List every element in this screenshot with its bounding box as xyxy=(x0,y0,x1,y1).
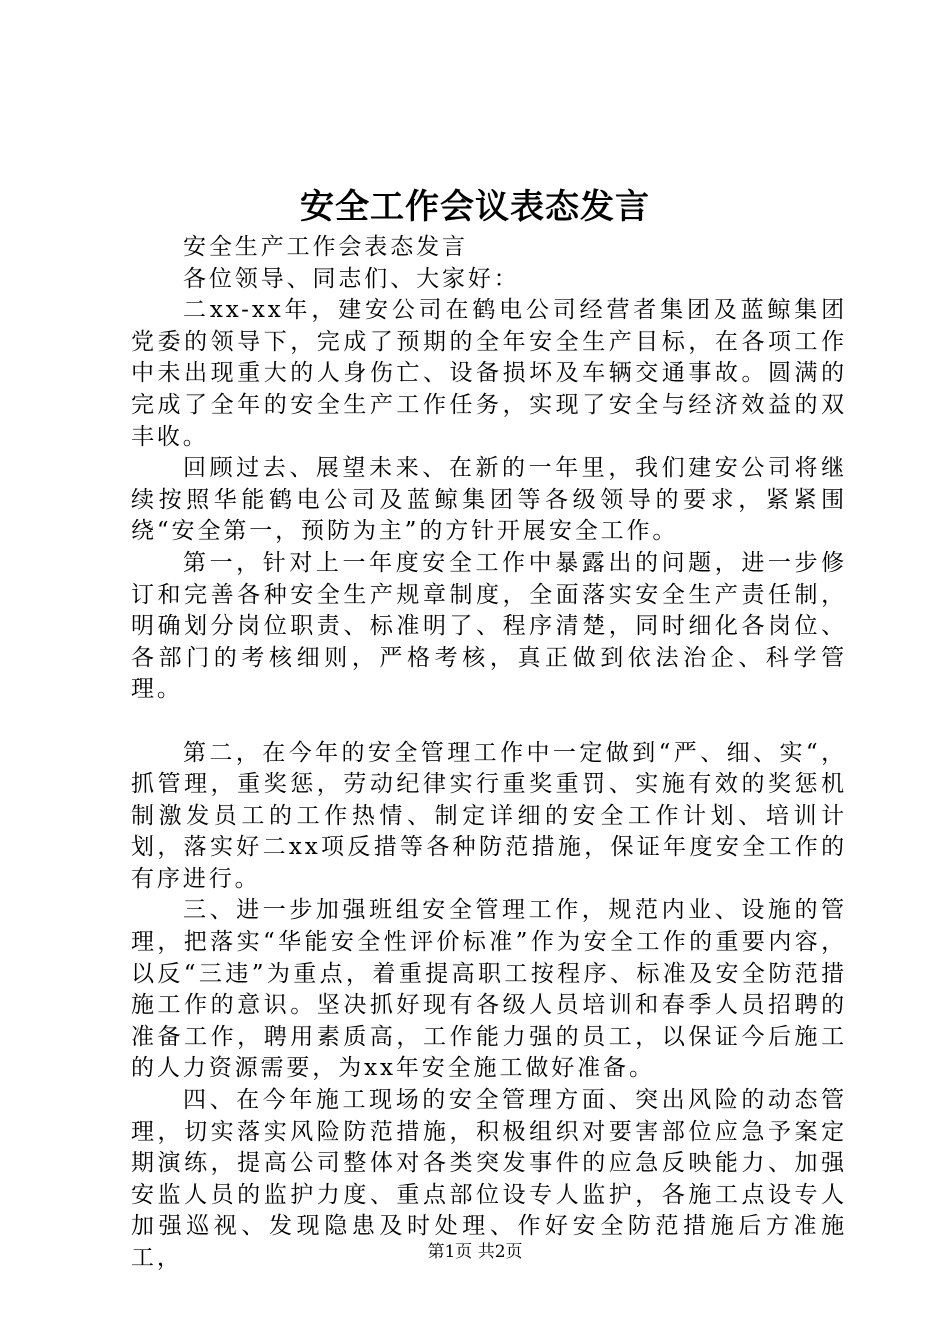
paragraph-greeting: 各位领导、同志们、大家好： xyxy=(183,265,520,292)
paragraph-point-1: 第一，针对上一年度安全工作中暴露出的问题，进一步修订和完善各种安全生产规章制度，全面落实安全生产责任制，明确划分岗位职责、标准明了、程序清楚，同时细化各岗位、各部门的考核细则，严格考核，真正做到依法治企、科学管理。 xyxy=(131,549,847,703)
paragraph-point-2: 第二，在今年的安全管理工作中一定做到“严、细、实“，抓管理，重奖惩，劳动纪律实行重奖重罚、实施有效的奖惩机制激发员工的工作热情、制定详细的安全工作计划、培训计划，落实好二xx项反措等各种防范措施，保证年度安全工作的有序进行。 xyxy=(131,739,847,892)
document-title: 安全工作会议表态发言 xyxy=(300,187,650,227)
paragraph-point-3: 三、进一步加强班组安全管理工作，规范内业、设施的管理，把落实“华能安全性评价标准”作为安全工作的重要内容，以反“三违”为重点，着重提高职工按程序、标准及安全防范措施工作的意识。坚决抓好现有各级人员培训和春季人员招聘的准备工作，聘用素质高，工作能力强的员工，以保证今后施工的人力资源需要，为xx年安全施工做好准备。 xyxy=(131,897,847,1082)
document-body xyxy=(131,232,847,1275)
paragraph-subtitle: 安全生产工作会表态发言 xyxy=(183,234,468,260)
paragraph-review: 二xx-xx年，建安公司在鹤电公司经营者集团及蓝鲸集团党委的领导下，完成了预期的全年安全生产目标，在各项工作中未出现重大的人身伤亡、设备损坏及车辆交通事故。圆满的完成了全年的安全生产工作任务，实现了安全与经济效益的双丰收。 xyxy=(131,297,847,450)
paragraph-outlook: 回顾过去、展望未来、在新的一年里，我们建安公司将继续按照华能鹤电公司及蓝鲸集团等各级领导的要求，紧紧围绕“安全第一，预防为主”的方针开展安全工作。 xyxy=(131,455,847,545)
page-number-footer: 第1页 共2页 xyxy=(427,1242,523,1262)
paragraph-point-4: 四、在今年施工现场的安全管理方面、突出风险的动态管理，切实落实风险防范措施，积极组织对要害部位应急予案定期演练，提高公司整体对各类突发事件的应急反映能力、加强安监人员的监护力度、重点部位设专人监护，各施工点设专人加强巡视、发现隐患及时处理、作好安全防范措施后方准施工， xyxy=(131,1087,847,1271)
